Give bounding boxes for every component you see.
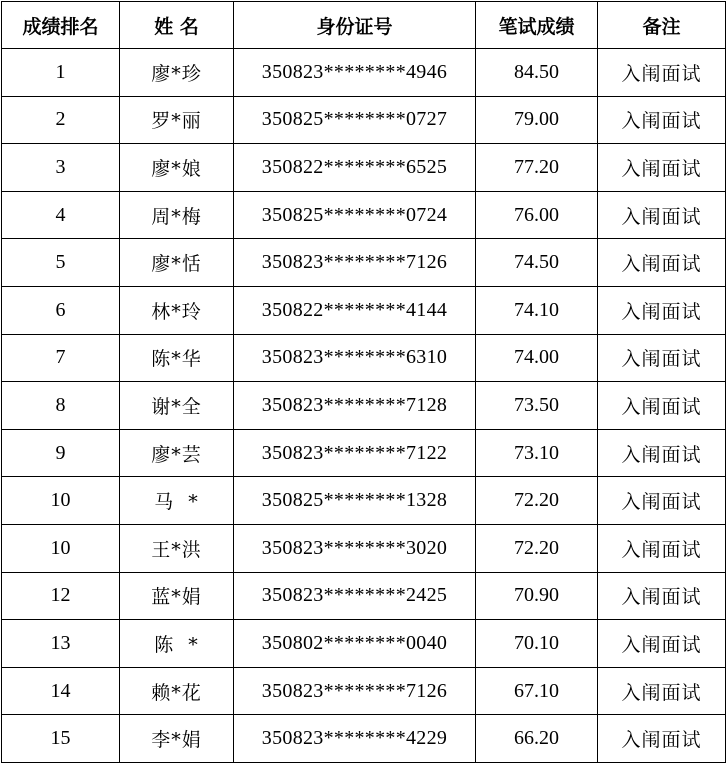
rank-cell: 10 (2, 524, 120, 572)
name-cell: 廖*珍 (120, 49, 234, 97)
header-row (2, 2, 726, 49)
note-cell: 入闱面试 (598, 382, 726, 430)
rank-cell: 3 (2, 144, 120, 192)
table-row (2, 429, 726, 477)
note-cell: 入闱面试 (598, 334, 726, 382)
score-cell: 72.20 (476, 477, 598, 525)
table-row (2, 286, 726, 334)
table-row (2, 477, 726, 525)
id-cell: 350825********0724 (234, 191, 476, 239)
name-cell: 林*玲 (120, 286, 234, 334)
id-cell: 350822********4144 (234, 286, 476, 334)
score-cell: 73.50 (476, 382, 598, 430)
score-cell: 77.20 (476, 144, 598, 192)
table-row (2, 620, 726, 668)
note-cell: 入闱面试 (598, 477, 726, 525)
note-cell: 入闱面试 (598, 620, 726, 668)
id-cell: 350823********3020 (234, 524, 476, 572)
rank-cell: 4 (2, 191, 120, 239)
id-cell: 350825********1328 (234, 477, 476, 525)
table-row (2, 667, 726, 715)
table-row (2, 334, 726, 382)
note-cell: 入闱面试 (598, 286, 726, 334)
name-cell: 蓝*娟 (120, 572, 234, 620)
note-cell: 入闱面试 (598, 96, 726, 144)
rank-cell: 14 (2, 667, 120, 715)
table-row (2, 191, 726, 239)
score-cell: 70.10 (476, 620, 598, 668)
table-row (2, 572, 726, 620)
score-cell: 84.50 (476, 49, 598, 97)
note-cell: 入闱面试 (598, 239, 726, 287)
header-name: 姓 名 (120, 2, 234, 49)
id-cell: 350823********7126 (234, 667, 476, 715)
rank-cell: 15 (2, 715, 120, 763)
score-cell: 72.20 (476, 524, 598, 572)
score-cell: 70.90 (476, 572, 598, 620)
id-cell: 350823********4229 (234, 715, 476, 763)
rank-cell: 13 (2, 620, 120, 668)
header-id: 身份证号 (234, 2, 476, 49)
note-cell: 入闱面试 (598, 572, 726, 620)
header-score: 笔试成绩 (476, 2, 598, 49)
score-cell: 74.50 (476, 239, 598, 287)
name-cell: 廖*娘 (120, 144, 234, 192)
name-cell: 罗*丽 (120, 96, 234, 144)
name-cell: 陈 * (120, 620, 234, 668)
table-row (2, 144, 726, 192)
note-cell: 入闱面试 (598, 191, 726, 239)
table-row (2, 715, 726, 763)
rank-cell: 1 (2, 49, 120, 97)
name-cell: 马 * (120, 477, 234, 525)
name-cell: 李*娟 (120, 715, 234, 763)
table-row (2, 524, 726, 572)
rank-cell: 10 (2, 477, 120, 525)
header-rank: 成绩排名 (2, 2, 120, 49)
table-row (2, 96, 726, 144)
table-row (2, 49, 726, 97)
id-cell: 350823********7122 (234, 429, 476, 477)
id-cell: 350825********0727 (234, 96, 476, 144)
name-cell: 周*梅 (120, 191, 234, 239)
score-cell: 74.10 (476, 286, 598, 334)
note-cell: 入闱面试 (598, 49, 726, 97)
name-cell: 廖*芸 (120, 429, 234, 477)
rank-cell: 9 (2, 429, 120, 477)
score-cell: 74.00 (476, 334, 598, 382)
score-cell: 79.00 (476, 96, 598, 144)
name-cell: 赖*花 (120, 667, 234, 715)
id-cell: 350823********7126 (234, 239, 476, 287)
name-cell: 陈*华 (120, 334, 234, 382)
id-cell: 350823********7128 (234, 382, 476, 430)
table-row (2, 382, 726, 430)
id-cell: 350822********6525 (234, 144, 476, 192)
id-cell: 350823********6310 (234, 334, 476, 382)
score-cell: 67.10 (476, 667, 598, 715)
id-cell: 350802********0040 (234, 620, 476, 668)
rank-cell: 7 (2, 334, 120, 382)
score-cell: 76.00 (476, 191, 598, 239)
rank-cell: 12 (2, 572, 120, 620)
rank-cell: 6 (2, 286, 120, 334)
score-cell: 73.10 (476, 429, 598, 477)
name-cell: 谢*全 (120, 382, 234, 430)
name-cell: 廖*恬 (120, 239, 234, 287)
note-cell: 入闱面试 (598, 429, 726, 477)
rank-cell: 5 (2, 239, 120, 287)
note-cell: 入闱面试 (598, 667, 726, 715)
header-note: 备注 (598, 2, 726, 49)
id-cell: 350823********4946 (234, 49, 476, 97)
score-cell: 66.20 (476, 715, 598, 763)
note-cell: 入闱面试 (598, 715, 726, 763)
rank-cell: 2 (2, 96, 120, 144)
rank-cell: 8 (2, 382, 120, 430)
note-cell: 入闱面试 (598, 524, 726, 572)
name-cell: 王*洪 (120, 524, 234, 572)
note-cell: 入闱面试 (598, 144, 726, 192)
table-row (2, 239, 726, 287)
results-table (1, 1, 726, 763)
id-cell: 350823********2425 (234, 572, 476, 620)
